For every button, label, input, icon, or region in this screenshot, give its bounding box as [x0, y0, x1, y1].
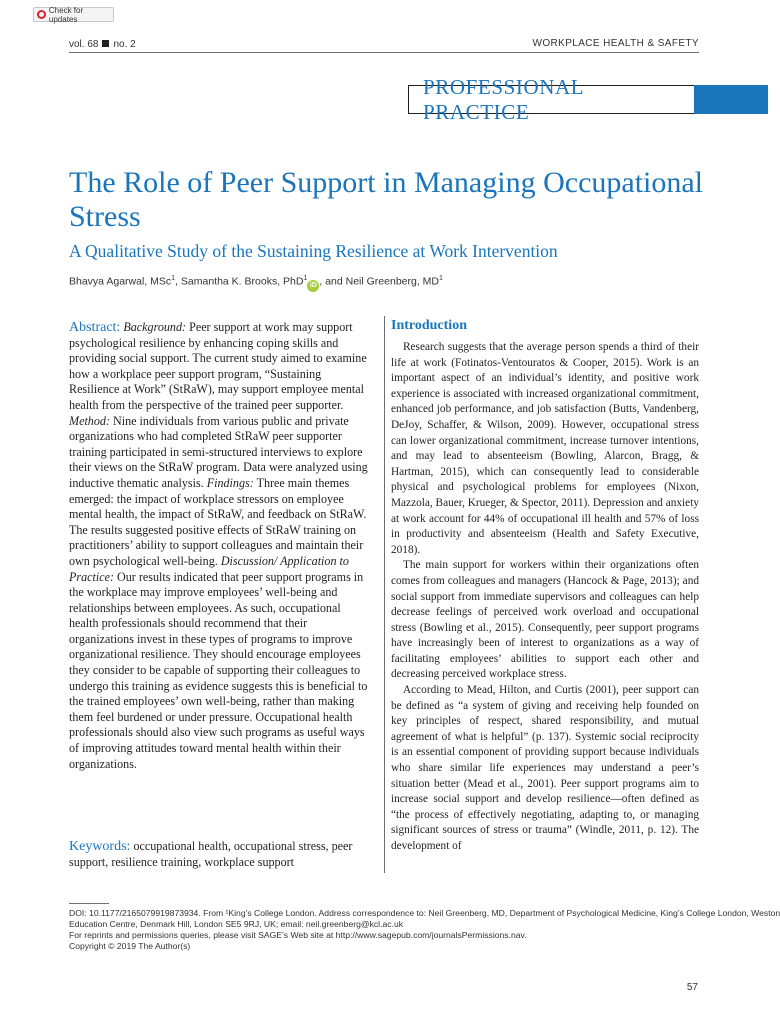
abstract-method-label: Method: [69, 413, 110, 428]
keywords [69, 839, 373, 870]
author-list: Bhavya Agarwal, MSc$^1$, Samantha K. Brooks, PhD$^1$iD , and Neil Greenberg, $MD^1$ [69, 275, 443, 292]
article-title: The Role of Peer Support in Managing Occupational Stress [69, 166, 704, 233]
body-paragraph: According to Mead, Hilton, and Curtis (2001), peer support can be defined as “a system of giving and receiving help founded on key principles of respect, shared responsibility, and mutual agreement of what is helpful” (p. 137). Systemic social reciprocity is an essential component of providing support because individuals who share similar life experiences may understand a peer’s situation better (Mead et al., 2001). Peer support programs aim to increase social support and develop resilience—often defined as “the process of effectively negotiating, adapting to, or managing significant sources of stress or trauma” (Windle, 2011, p. 12). The development of [391, 684, 699, 852]
header-rule [69, 52, 699, 53]
article-subtitle: A Qualitative Study of the Sustaining Resilience at Work Intervention [69, 241, 558, 261]
check-for-updates-badge[interactable] [33, 7, 114, 22]
abstract-findings-label: Findings: [206, 475, 254, 490]
footnote-address: Education Centre, Denmark Hill, London SE5 9RJ, UK; email: neil.greenberg@kcl.ac.uk [69, 919, 404, 929]
abstract-background: Peer support at work may support psychological resilience by enhancing coping skills and providing social support. The current study aimed to examine how a workplace peer support program, “Sustaining Resilience at Work” (StRaW), may support employee mental health from the perspective of the trained peer supporter. [69, 320, 367, 412]
abstract-discussion-label: Discussion/ Application to Practice: [69, 553, 349, 584]
orcid-icon[interactable]: iD [307, 280, 319, 292]
abstract-label: Abstract: [69, 320, 121, 335]
page-number: 57 [686, 982, 698, 993]
issue: no. 2 [113, 39, 136, 50]
check-for-updates-icon [37, 10, 46, 19]
check-for-updates-label: Check for updates [48, 5, 84, 24]
footnote-rule [69, 903, 109, 904]
author-name[interactable]: and Neil Greenberg, MD [325, 275, 440, 288]
footnote-permissions: For reprints and permissions queries, please visit SAGE’s Web site at http://www.sagepub.com/journalsPermissions.nav. [69, 930, 527, 940]
section-color-bar [694, 85, 768, 114]
volume-issue [69, 39, 136, 50]
keywords-label: Keywords: [69, 839, 131, 854]
author-name[interactable]: Bhavya Agarwal, MSc [69, 275, 172, 288]
author-name[interactable]: Samantha K. Brooks, PhD [180, 275, 304, 288]
volume: vol. 68 [69, 39, 99, 50]
section-label: PROFESSIONAL PRACTICE [408, 85, 694, 114]
footnote-copyright: Copyright © 2019 The Author(s) [69, 941, 191, 951]
footnote [69, 908, 780, 952]
abstract [69, 320, 373, 772]
journal-name: WORKPLACE HEALTH & SAFETY [532, 38, 699, 49]
affiliation-marker: 1 [171, 275, 176, 282]
abstract-findings: Three main themes emerged: the impact of workplace stressors on employee mental health, the impact of StRaW, and feedback on StRaW. The results suggested positive effects of StRaW training on practitioners’ ability to support colleagues and maintain their own psychological well-being. [69, 475, 367, 568]
square-separator-icon [102, 40, 109, 47]
body-paragraph: Research suggests that the average person spends a third of their life at work (Fotinatos-Ventouratos & Cooper, 2015). Work is an important aspect of an individual’s identity, and positive work experience is associated with increased organizational commitment, enhanced job performance, and job satisfaction (Butts, Vandenberg, DeJoy, Schaffer, & Wilson, 2009). However, occupational stress can lower organizational commitment, increase turnover intentions, and may lead to absenteeism (Bowling, Alarcon, Bragg, & Hartman, 2015), which can consequently lead to considerable physical and psychological problems for employees (Nixon, Mazzola, Bauer, Krueger, & Spector, 2011). Depression and anxiety at work account for 44% of occupational ill health and 57% of loss in productivity and absenteeism (Health and Safety Executive, 2018). [391, 341, 699, 556]
abstract-background-label: Background: [123, 320, 187, 334]
column-divider [384, 316, 385, 873]
keywords-text: occupational health, occupational stress, peer support, resilience training, workplace support [69, 839, 353, 869]
body-paragraph: The main support for workers within their organizations often comes from colleagues and managers (Hancock & Page, 2013); and social support from immediate supervisors and colleagues can help decrease feelings of perceived work overload and occupational stress (Bowling et al., 2015). Consequently, peer support programs have increasingly been of interest to organizations as a way of facilitating employees’ abilities to support each other and decreasing perceived workplace stress. [391, 559, 699, 681]
abstract-discussion: Our results indicated that peer support programs in the workplace may improve employees’ well-being and relationships between employees. As such, occupational health professionals should recommend that their organizations invest in these types of programs to improve organizational resilience. They should encourage employees they consider to be capable of supporting their colleagues to undergo this training as evidence suggests this is beneficial to the trained employees’ own well-being, rather than making them feel burdened or under pressure. Occupational health professionals should also view such programs as useful ways of improving attitudes toward mental health within their organizations. [69, 569, 368, 771]
abstract-method: Nine individuals from various public and private organizations who had completed StRaW peer supporter training participated in semi-structured interviews to explore their views on the StRaW program. Data were analyzed using inductive thematic analysis. [69, 413, 368, 490]
introduction-body [391, 340, 699, 855]
affiliation-marker: 1 [439, 275, 443, 282]
footnote-doi: DOI: 10.1177/2165079919873934. From ¹King’s College London. Address correspondence to: Neil Greenberg, MD, Department of Psychological Medicine, King’s College London, Weston [69, 908, 780, 918]
affiliation-marker: 1 [303, 275, 308, 282]
introduction-heading: Introduction [391, 318, 467, 333]
